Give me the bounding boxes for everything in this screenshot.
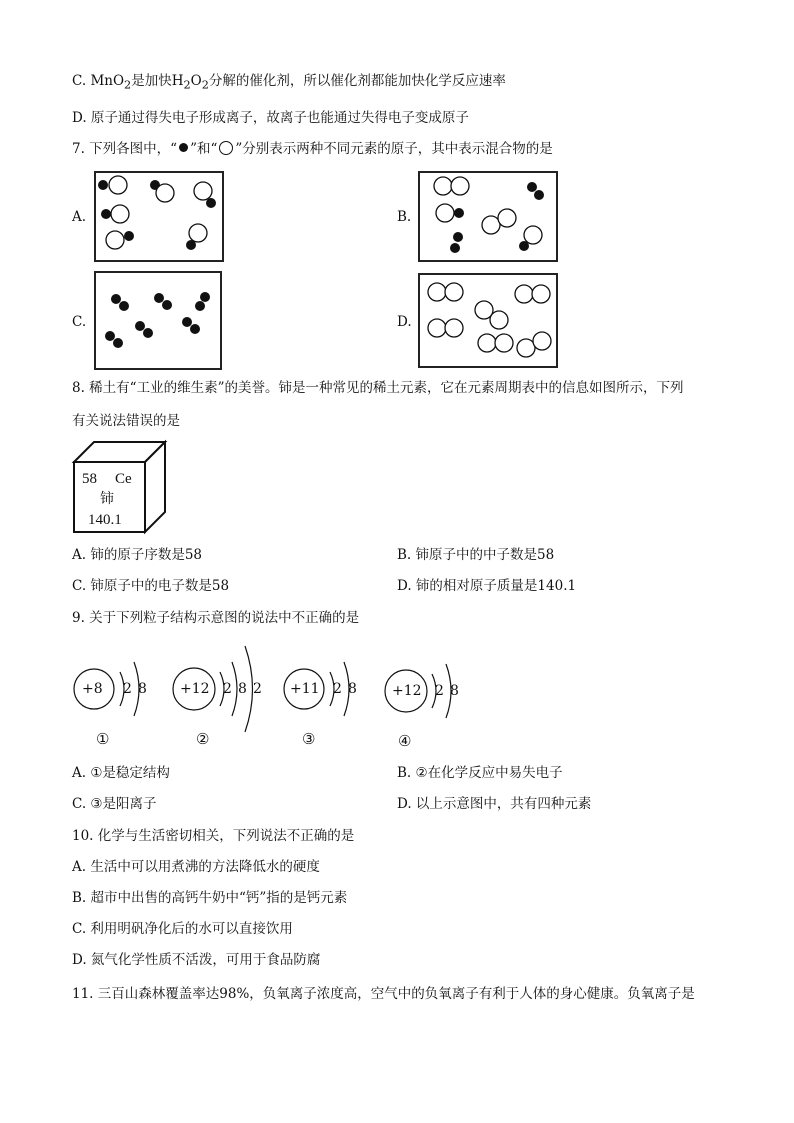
q7-diagram-d <box>418 273 558 368</box>
particle-4-shell-2: 8 <box>450 683 459 699</box>
q6-option-c <box>72 72 506 95</box>
formula-mno2: MnO <box>90 73 125 89</box>
particle-2-shell-3: 2 <box>253 681 262 697</box>
element-mass: 140.1 <box>88 512 122 528</box>
particle-4-label: ④ <box>398 732 412 750</box>
q10-option-d: D. 氮气化学性质不活泼，可用于食品防腐 <box>72 952 321 968</box>
particle-4-shell-1: 2 <box>435 683 444 699</box>
particle-3-label: ③ <box>302 730 316 748</box>
stem-part: ”分别表示两种不同元素的原子，其中表示混合物的是 <box>235 141 553 157</box>
q10-option-c: C. 利用明矾净化后的水可以直接饮用 <box>72 921 293 937</box>
particle-4-nucleus: +12 <box>392 683 422 699</box>
element-atomic-number: 58 <box>82 471 97 487</box>
q7-label-c: C. <box>72 314 87 330</box>
option-prefix: C. <box>72 73 91 89</box>
subscript: 2 <box>201 78 209 92</box>
particle-2-shell-1: 2 <box>223 681 232 697</box>
q7-label-a: A. <box>72 209 87 225</box>
particle-2-label: ② <box>196 730 210 748</box>
q7-diagram-b <box>418 171 558 262</box>
text-segment: 分解的催化剂，所以催化剂都能加快化学反应速率 <box>208 73 506 89</box>
subscript: 2 <box>183 78 191 92</box>
particle-1-shell-2: 8 <box>138 681 147 697</box>
q8-option-d: D. 铈的相对原子质量是140.1 <box>397 578 577 594</box>
element-symbol: Ce <box>115 471 132 487</box>
q8-stem-line1: 8. 稀土有“工业的维生素”的美誉。铈是一种常见的稀土元素，它在元素周期表中的信息如图所示，下列 <box>72 380 684 396</box>
particle-3-shell-2: 8 <box>348 681 357 697</box>
particle-3-nucleus: +11 <box>290 681 320 697</box>
particle-2-shell-2: 8 <box>238 681 247 697</box>
particle-1-shell-1: 2 <box>123 681 132 697</box>
stem-part: 7. 下列各图中，“ <box>72 141 178 157</box>
hollow-atom-icon <box>219 141 233 155</box>
q7-stem <box>72 140 553 158</box>
q7-label-b: B. <box>397 209 412 225</box>
q9-option-d: D. 以上示意图中，共有四种元素 <box>397 796 592 812</box>
q9-option-b: B. ②在化学反应中易失电子 <box>397 765 563 781</box>
q11-stem: 11. 三百山森林覆盖率达98%，负氧离子浓度高，空气中的负氧离子有利于人体的身心健康。负氧离子是 <box>72 986 695 1002</box>
q10-option-a: A. 生活中可以用煮沸的方法降低水的硬度 <box>72 859 320 875</box>
q10-stem: 10. 化学与生活密切相关，下列说法不正确的是 <box>72 828 355 844</box>
q8-option-a: A. 铈的原子序数是58 <box>72 547 203 563</box>
formula-h: H <box>171 73 184 89</box>
q7-label-d: D. <box>397 314 412 330</box>
q7-diagram-a <box>94 171 224 262</box>
q9-stem: 9. 关于下列粒子结构示意图的说法中不正确的是 <box>72 610 360 626</box>
filled-atom-icon <box>179 143 188 152</box>
particle-2-nucleus: +12 <box>180 681 210 697</box>
subscript: 2 <box>124 78 132 92</box>
particle-3-shell-1: 2 <box>333 681 342 697</box>
stem-part: ”和“ <box>190 141 218 157</box>
q9-option-c: C. ③是阳离子 <box>72 796 157 812</box>
q8-option-b: B. 铈原子中的中子数是58 <box>397 547 555 563</box>
particle-1-nucleus: +8 <box>82 681 103 697</box>
text-segment: 是加快 <box>131 73 172 89</box>
q10-option-b: B. 超市中出售的高钙牛奶中“钙”指的是钙元素 <box>72 890 348 906</box>
particle-1-label: ① <box>96 730 110 748</box>
q7-diagram-c <box>94 271 222 370</box>
q6-option-d: D. 原子通过得失电子形成离子，故离子也能通过失得电子变成原子 <box>72 110 469 126</box>
formula-o: O <box>190 73 202 89</box>
q8-option-c: C. 铈原子中的电子数是58 <box>72 578 230 594</box>
q8-stem-line2: 有关说法错误的是 <box>72 413 180 429</box>
q9-option-a: A. ①是稳定结构 <box>72 765 170 781</box>
element-name: 铈 <box>100 491 114 507</box>
